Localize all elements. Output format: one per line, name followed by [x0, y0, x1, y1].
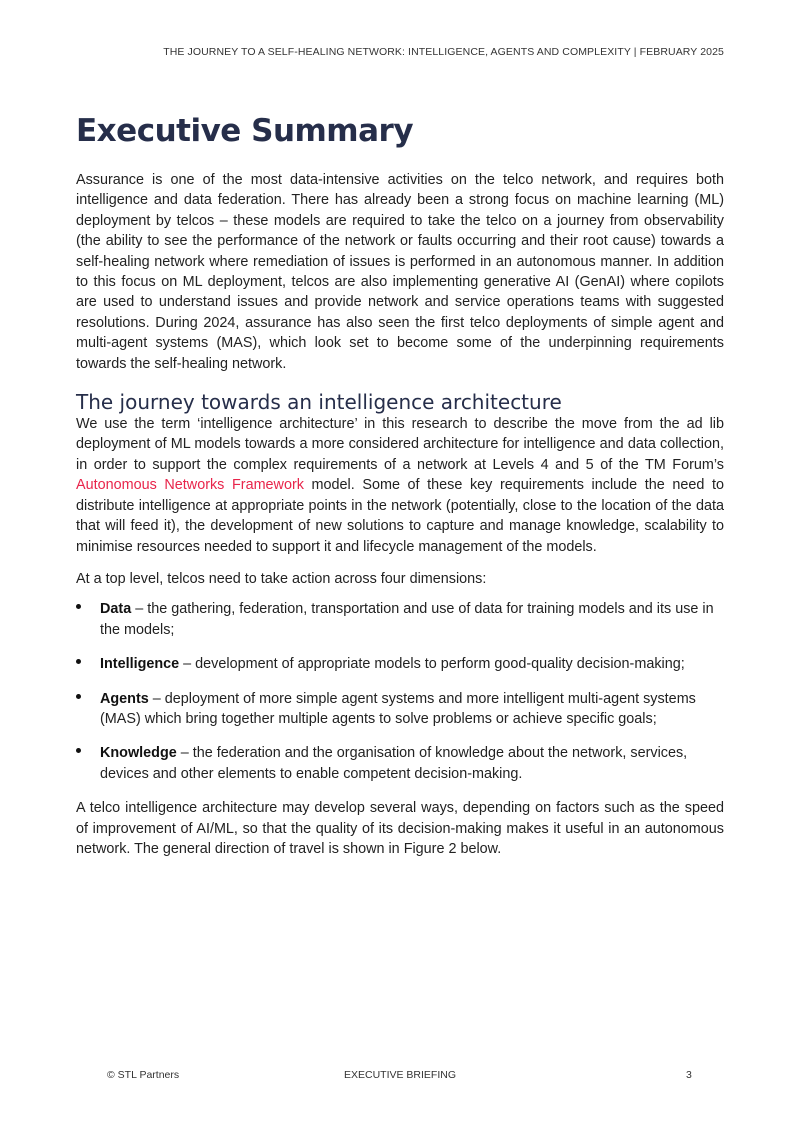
- bullet-icon: [76, 694, 81, 699]
- main-content: [76, 170, 724, 859]
- page-number: 3: [686, 1069, 692, 1081]
- list-item-text: – deployment of more simple agent systems and more intelligent multi-agent systems (MAS) which bring together multiple agents to solve problems or achieve specific goals;: [100, 690, 696, 727]
- list-item: [76, 654, 724, 674]
- list-item-term: Data: [100, 601, 132, 618]
- autonomous-networks-framework-link[interactable]: Autonomous Networks Framework: [76, 477, 304, 494]
- paragraph-text-after-link: model. Some of these key requirements include the need to distribute intelligence at appropriate points in the network (potentially, close to the location of the data that will feed it), the development of new solutions to capture and manage knowledge, scalability to minimise resources needed to support it and lifecycle management of the models.: [76, 477, 724, 555]
- section-heading: The journey towards an intelligence architecture: [76, 390, 562, 415]
- page-title: Executive Summary: [76, 113, 414, 149]
- intro-paragraph: Assurance is one of the most data-intensive activities on the telco network, and requires both intelligence and data federation. There has already been a strong focus on machine learning (ML) deployment by telcos – these models are required to take the telco on a journey from observability (the ability to see the performance of the network or faults occurring and their root cause) towards a self-healing network where remediation of issues is performed in an autonomous manner. In addition to this focus on ML deployment, telcos are also implementing generative AI (GenAI) where copilots are used to understand issues and provide network and service operations teams with suggested resolutions. During 2024, assurance has also seen the first telco deployments of simple agent and multi-agent systems (MAS), which look set to become some of the underpinning requirements towards the self-healing network.: [76, 172, 724, 372]
- list-item-text: – development of appropriate models to perform good-quality decision-making;: [179, 656, 685, 673]
- list-item: [76, 599, 724, 640]
- paragraph-text-before-link: We use the term ‘intelligence architecture’ in this research to describe the move from the ad lib deployment of ML models towards a more considered architecture for intelligence and data collection, in order to support the complex requirements of a network at Levels 4 and 5 of the TM Forum’s: [76, 416, 724, 473]
- list-item-text: – the federation and the organisation of knowledge about the network, services, devices and other elements to enable competent decision-making.: [100, 745, 688, 782]
- bullet-icon: [76, 659, 81, 664]
- list-item-term: Intelligence: [100, 656, 180, 673]
- list-item-term: Knowledge: [100, 745, 177, 762]
- section-paragraph-2: At a top level, telcos need to take action across four dimensions:: [76, 570, 487, 587]
- list-item: [76, 689, 724, 730]
- bullet-icon: [76, 604, 81, 609]
- list-item-term: Agents: [100, 690, 149, 707]
- footer-label: EXECUTIVE BRIEFING: [343, 1069, 457, 1081]
- running-header: THE JOURNEY TO A SELF-HEALING NETWORK: INTELLIGENCE, AGENTS AND COMPLEXITY | FEBRUARY 2025: [163, 46, 724, 58]
- section-paragraph-3: A telco intelligence architecture may develop several ways, depending on factors such as the speed of improvement of AI/ML, so that the quality of its decision-making makes it useful in an autonomous network. The general direction of travel is shown in Figure 2 below.: [76, 800, 724, 857]
- section-paragraph-1: [76, 414, 724, 557]
- dimensions-list: [76, 599, 724, 784]
- list-item: [76, 743, 724, 784]
- footer-copyright: © STL Partners: [107, 1069, 180, 1081]
- bullet-icon: [76, 748, 81, 753]
- list-item-text: – the gathering, federation, transportation and use of data for training models and its use in the models;: [100, 601, 714, 638]
